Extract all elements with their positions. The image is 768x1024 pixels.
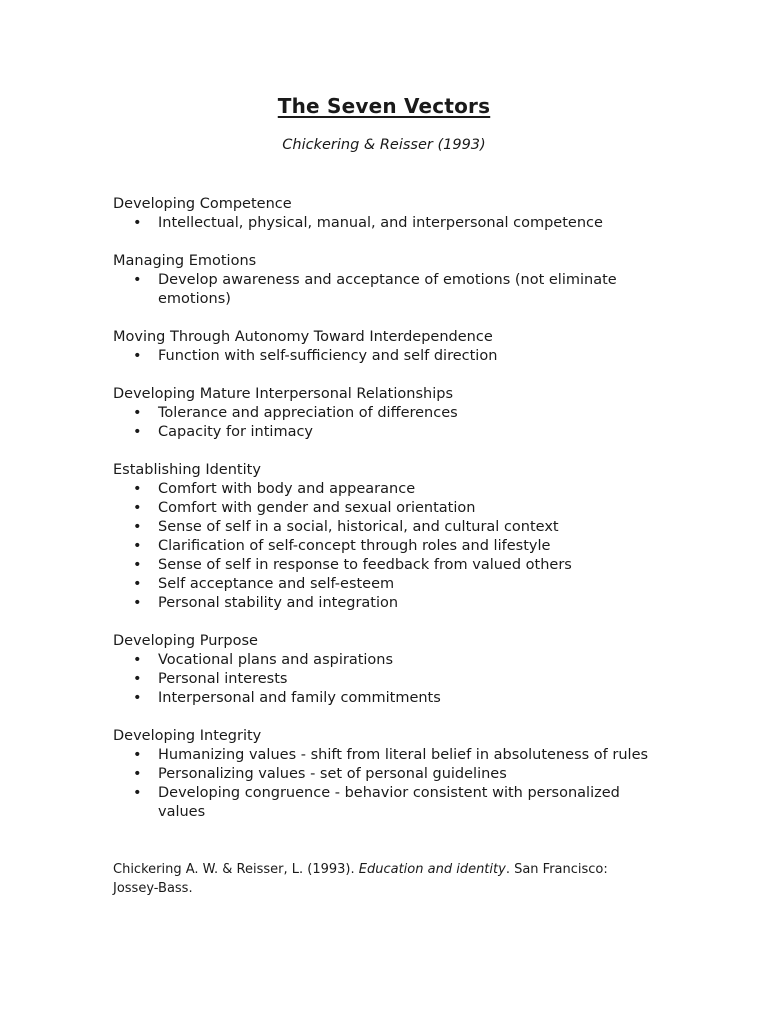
- bullet-icon: •: [133, 766, 142, 782]
- bullet-icon: •: [133, 424, 142, 440]
- bullet-text: Humanizing values - shift from literal belief in absoluteness of rules: [158, 747, 649, 763]
- section-heading: Developing Mature Interpersonal Relationships: [113, 386, 453, 402]
- bullet-icon: •: [133, 747, 142, 763]
- bullet-text: Personal interests: [158, 671, 288, 687]
- vector-section: [113, 328, 653, 366]
- bullet-item: [113, 575, 653, 594]
- bullet-text: Comfort with body and appearance: [158, 481, 416, 497]
- bullet-item: [113, 480, 653, 499]
- bullet-item: [113, 556, 653, 575]
- bullet-item: [113, 537, 653, 556]
- bullet-text: Function with self-sufficiency and self direction: [158, 348, 498, 364]
- bullet-item: [113, 651, 653, 670]
- vector-section: [113, 385, 653, 442]
- reference-citation: [113, 860, 633, 898]
- bullet-icon: •: [133, 785, 142, 801]
- bullet-list: [113, 214, 653, 233]
- bullet-item: [113, 784, 653, 822]
- section-heading: Developing Integrity: [113, 728, 262, 744]
- vector-section: [113, 461, 653, 613]
- bullet-icon: •: [133, 652, 142, 668]
- bullet-text: Intellectual, physical, manual, and interpersonal competence: [158, 215, 603, 231]
- bullet-item: [113, 689, 653, 708]
- section-heading: Moving Through Autonomy Toward Interdependence: [113, 329, 493, 345]
- bullet-item: [113, 423, 653, 442]
- bullet-item: [113, 214, 653, 233]
- section-heading: Establishing Identity: [113, 462, 261, 478]
- reference-publisher: . San Francisco: Jossey-Bass.: [113, 862, 608, 896]
- bullet-text: Clarification of self-concept through roles and lifestyle: [158, 538, 551, 554]
- section-heading: Developing Purpose: [113, 633, 258, 649]
- bullet-icon: •: [133, 690, 142, 706]
- bullet-item: [113, 404, 653, 423]
- bullet-text: Developing congruence - behavior consistent with personalized values: [158, 785, 620, 820]
- bullet-list: [113, 404, 653, 442]
- vector-section: [113, 195, 653, 233]
- vector-section: [113, 727, 653, 822]
- section-heading: Managing Emotions: [113, 253, 257, 269]
- bullet-icon: •: [133, 557, 142, 573]
- bullet-text: Tolerance and appreciation of differences: [158, 405, 458, 421]
- bullet-icon: •: [133, 481, 142, 497]
- page-title: The Seven Vectors: [277, 94, 491, 118]
- bullet-text: Capacity for intimacy: [158, 424, 314, 440]
- bullet-text: Personal stability and integration: [158, 595, 399, 611]
- bullet-item: [113, 670, 653, 689]
- bullet-item: [113, 765, 653, 784]
- bullet-list: [113, 651, 653, 708]
- bullet-icon: •: [133, 500, 142, 516]
- bullet-list: [113, 271, 653, 309]
- bullet-list: [113, 480, 653, 613]
- bullet-item: [113, 518, 653, 537]
- bullet-icon: •: [133, 671, 142, 687]
- bullet-text: Personalizing values - set of personal guidelines: [158, 766, 507, 782]
- reference-authors-year: Chickering A. W. & Reisser, L. (1993).: [113, 862, 359, 877]
- reference-book-title: Education and identity: [358, 862, 506, 877]
- bullet-text: Self acceptance and self-esteem: [158, 576, 395, 592]
- bullet-text: Interpersonal and family commitments: [158, 690, 441, 706]
- bullet-text: Develop awareness and acceptance of emotions (not eliminate emotions): [158, 272, 617, 307]
- bullet-item: [113, 347, 653, 366]
- bullet-icon: •: [133, 272, 142, 288]
- vector-section: [113, 632, 653, 708]
- bullet-text: Comfort with gender and sexual orientation: [158, 500, 476, 516]
- bullet-item: [113, 499, 653, 518]
- bullet-item: [113, 746, 653, 765]
- bullet-icon: •: [133, 348, 142, 364]
- bullet-icon: •: [133, 519, 142, 535]
- bullet-item: [113, 594, 653, 613]
- bullet-icon: •: [133, 538, 142, 554]
- section-heading: Developing Competence: [113, 196, 292, 212]
- bullet-icon: •: [133, 215, 142, 231]
- bullet-icon: •: [133, 576, 142, 592]
- bullet-text: Sense of self in response to feedback from valued others: [158, 557, 572, 573]
- bullet-icon: •: [133, 405, 142, 421]
- bullet-list: [113, 746, 653, 822]
- bullet-text: Sense of self in a social, historical, and cultural context: [158, 519, 559, 535]
- bullet-text: Vocational plans and aspirations: [158, 652, 394, 668]
- vector-sections: [113, 195, 653, 841]
- bullet-icon: •: [133, 595, 142, 611]
- bullet-list: [113, 347, 653, 366]
- page-subtitle: Chickering & Reisser (1993): [282, 137, 486, 153]
- bullet-item: [113, 271, 653, 309]
- vector-section: [113, 252, 653, 309]
